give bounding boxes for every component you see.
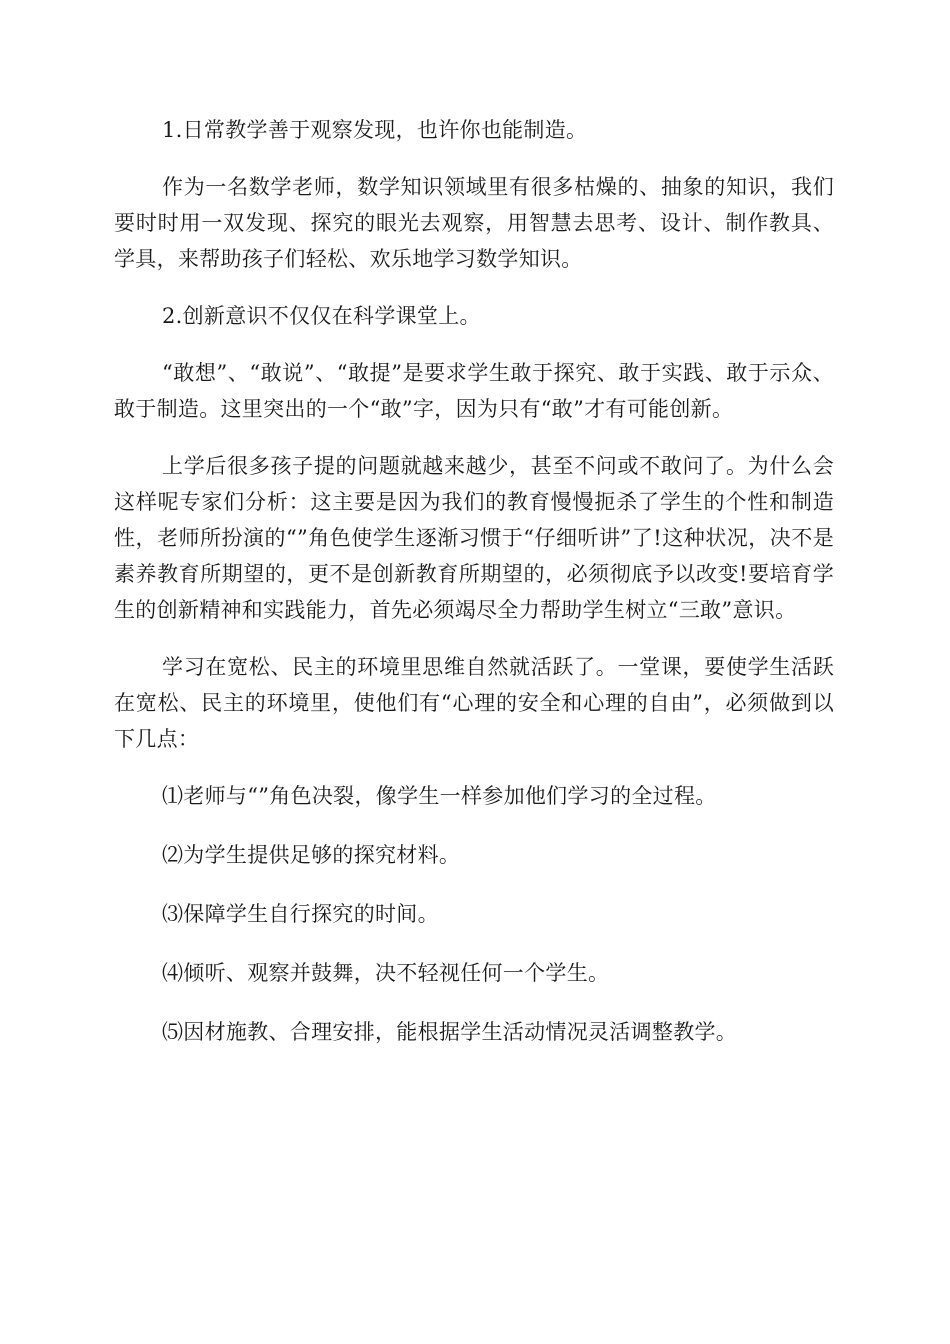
paragraph: 作为一名数学老师，数学知识领域里有很多枯燥的、抽象的知识，我们要时时用一双发现、探究的眼光去观察，用智慧去思考、设计、制作教具、学具，来帮助孩子们轻松、欢乐地学习数学知识。 <box>114 175 834 271</box>
list-item: ⑸因材施教、合理安排，能根据学生活动情况灵活调整教学。 <box>162 1020 738 1044</box>
list-item: ⑶保障学生自行探究的时间。 <box>162 902 439 926</box>
document-body <box>114 112 834 1073</box>
paragraph-heading-1: 1.日常教学善于观察发现，也许你也能制造。 <box>162 118 588 142</box>
paragraph-heading-2: 2.创新意识不仅仅在科学课堂上。 <box>162 304 481 328</box>
list-item: ⑴老师与“”角色决裂，像学生一样参加他们学习的全过程。 <box>162 784 717 808</box>
list-item: ⑷倾听、观察并鼓舞，决不轻视任何一个学生。 <box>162 961 610 985</box>
paragraph: 上学后很多孩子提的问题就越来越少，甚至不问或不敢问了。为什么会这样呢专家们分析：这主要是因为我们的教育慢慢扼杀了学生的个性和制造性，老师所扮演的“”角色使学生逐渐习惯于“仔细听讲”了!这种状况，决不是素养教育所期望的，更不是创新教育所期望的，必须彻底予以改变!要培育学生的创新精神和实践能力，首先必须竭尽全力帮助学生树立“三敢”意识。 <box>114 454 834 622</box>
paragraph: 学习在宽松、民主的环境里思维自然就活跃了。一堂课，要使学生活跃在宽松、民主的环境里，使他们有“心理的安全和心理的自由”，必须做到以下几点： <box>114 655 834 751</box>
list-item: ⑵为学生提供足够的探究材料。 <box>162 843 461 867</box>
paragraph: “敢想”、“敢说”、“敢提”是要求学生敢于探究、敢于实践、敢于示众、敢于制造。这里突出的一个“敢”字，因为只有“敢”才有可能创新。 <box>114 361 834 421</box>
